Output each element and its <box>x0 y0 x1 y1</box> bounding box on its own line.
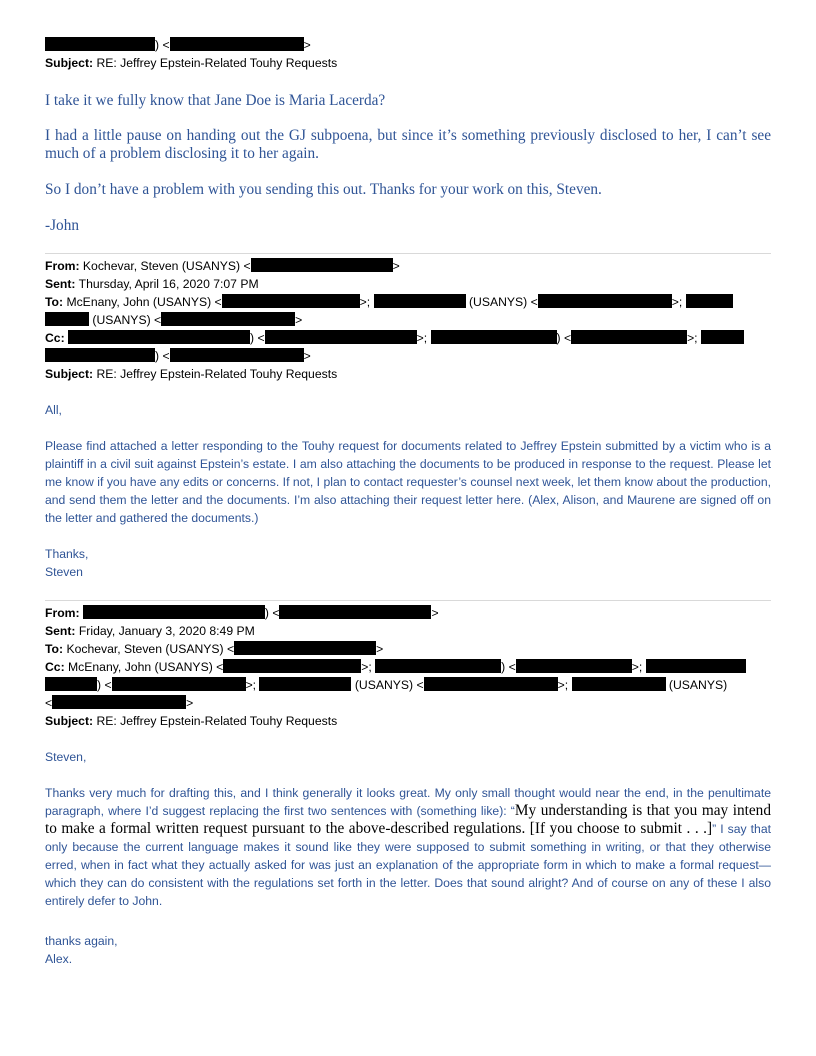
redaction-block <box>234 641 376 655</box>
header2-to: To: McEnany, John (USANYS) < >; (USANYS) < >; <box>45 293 733 311</box>
redaction-block <box>701 330 744 344</box>
msg2-closing: Thanks, <box>45 547 89 561</box>
msg2-greeting: All, <box>45 403 62 417</box>
redaction-block <box>170 37 304 51</box>
header2-sent: Sent: Thursday, April 16, 2020 7:07 PM <box>45 277 259 291</box>
header3-cc: Cc: McEnany, John (USANYS) < >; ) < >; <box>45 658 746 676</box>
header2-to-line2: (USANYS) < > <box>45 311 302 329</box>
header3-sent: Sent: Friday, January 3, 2020 8:49 PM <box>45 624 255 638</box>
redaction-block <box>538 294 672 308</box>
redaction-block <box>431 330 557 344</box>
redaction-block <box>68 330 250 344</box>
reply-paragraph-2: I had a little pause on handing out the GJ subpoena, but since it’s something previously disclosed to her, I can’t see much of a problem disclosing it to her again. <box>45 127 771 162</box>
redaction-block <box>161 312 295 326</box>
header2-cc-line2: ) < > <box>45 347 311 365</box>
header2-subject: Subject: RE: Jeffrey Epstein-Related Touhy Requests <box>45 367 338 381</box>
reply-paragraph-3: So I don’t have a problem with you sending this out. Thanks for your work on this, Steven. <box>45 181 602 198</box>
redaction-block <box>251 258 393 272</box>
redaction-block <box>222 294 360 308</box>
redaction-block <box>265 330 417 344</box>
header3-to: To: Kochevar, Steven (USANYS) < > <box>45 642 384 656</box>
redaction-block <box>83 605 265 619</box>
subject-label: Subject: <box>45 56 94 70</box>
msg3-greeting: Steven, <box>45 750 87 764</box>
reply-signature: -John <box>45 217 79 234</box>
msg2-body: Please find attached a letter responding to the Touhy request for documents related to Jeffrey Epstein submitted by a victim who is a plaintiff in a civil suit against Epstein’s estate. I am also attaching the documents to be produced in response to the request. Please let me know if you have any edits or concerns. If not, I plan to contact requester’s counsel next week, let them know about the production, and send them the letter and the documents. I’m also attaching their request letter here. (Alex, Alison, and Maurene are signed off on the letter and gathered the documents.) <box>45 439 771 525</box>
redaction-block <box>223 659 361 673</box>
subject-text: RE: Jeffrey Epstein-Related Touhy Requests <box>96 56 338 70</box>
redaction-block <box>170 348 304 362</box>
redaction-block <box>686 294 733 308</box>
redaction-block <box>375 659 501 673</box>
header3-cc-line3: < > <box>45 696 194 710</box>
reply-paragraph-1: I take it we fully know that Jane Doe is Maria Lacerda? <box>45 92 386 109</box>
msg2-name: Steven <box>45 565 83 579</box>
header2-cc: Cc: ) < >; ) < >; <box>45 329 744 347</box>
quoted-suggestion: My understanding is that you may intend to make a formal written request pursuant to the above-described regulations. [If you choose to submit . . .] <box>45 802 771 837</box>
redaction-block <box>45 312 89 326</box>
redaction-block <box>259 677 351 691</box>
redaction-block <box>572 677 666 691</box>
header3-cc-line2: ) < >; (USANYS) < >; (USANYS) <box>45 676 727 694</box>
header2-from: From: Kochevar, Steven (USANYS) < > <box>45 259 400 273</box>
redaction-block <box>52 695 186 709</box>
redaction-block <box>279 605 431 619</box>
redaction-block <box>571 330 687 344</box>
header3-from: From: ) < > <box>45 606 439 620</box>
divider <box>45 600 771 601</box>
redaction-block <box>45 677 97 691</box>
redaction-block <box>646 659 746 673</box>
divider <box>45 253 771 254</box>
redaction-block <box>374 294 466 308</box>
top-subject-line <box>45 54 337 72</box>
redaction-block <box>45 348 155 362</box>
msg3-body: Thanks very much for drafting this, and I think generally it looks great. My only small thought would near the end, in the penultimate paragraph, where I’d suggest replacing the first two sentences with (something like): “My understanding is that you may intend to make a formal written request pursuant to the above-described regulations. [If you choose to submit . . .]” I say that only because the current language makes it sound like they were supposed to submit something in writing, or that they otherwise erred, when in fact what they actually asked for was just an explanation of the appropriate form in which to make a formal request—which they can do consistent with the regulations set forth in the letter. Does that sound alright? And of course on any of these I also entirely defer to John. <box>45 786 771 908</box>
msg3-name: Alex. <box>45 952 73 966</box>
redaction-block <box>424 677 558 691</box>
redaction-block <box>45 37 155 51</box>
header3-subject: Subject: RE: Jeffrey Epstein-Related Touhy Requests <box>45 714 338 728</box>
redaction-block <box>516 659 632 673</box>
top-address-line: ) < > <box>45 36 311 54</box>
redaction-block <box>112 677 246 691</box>
msg3-closing: thanks again, <box>45 934 118 948</box>
